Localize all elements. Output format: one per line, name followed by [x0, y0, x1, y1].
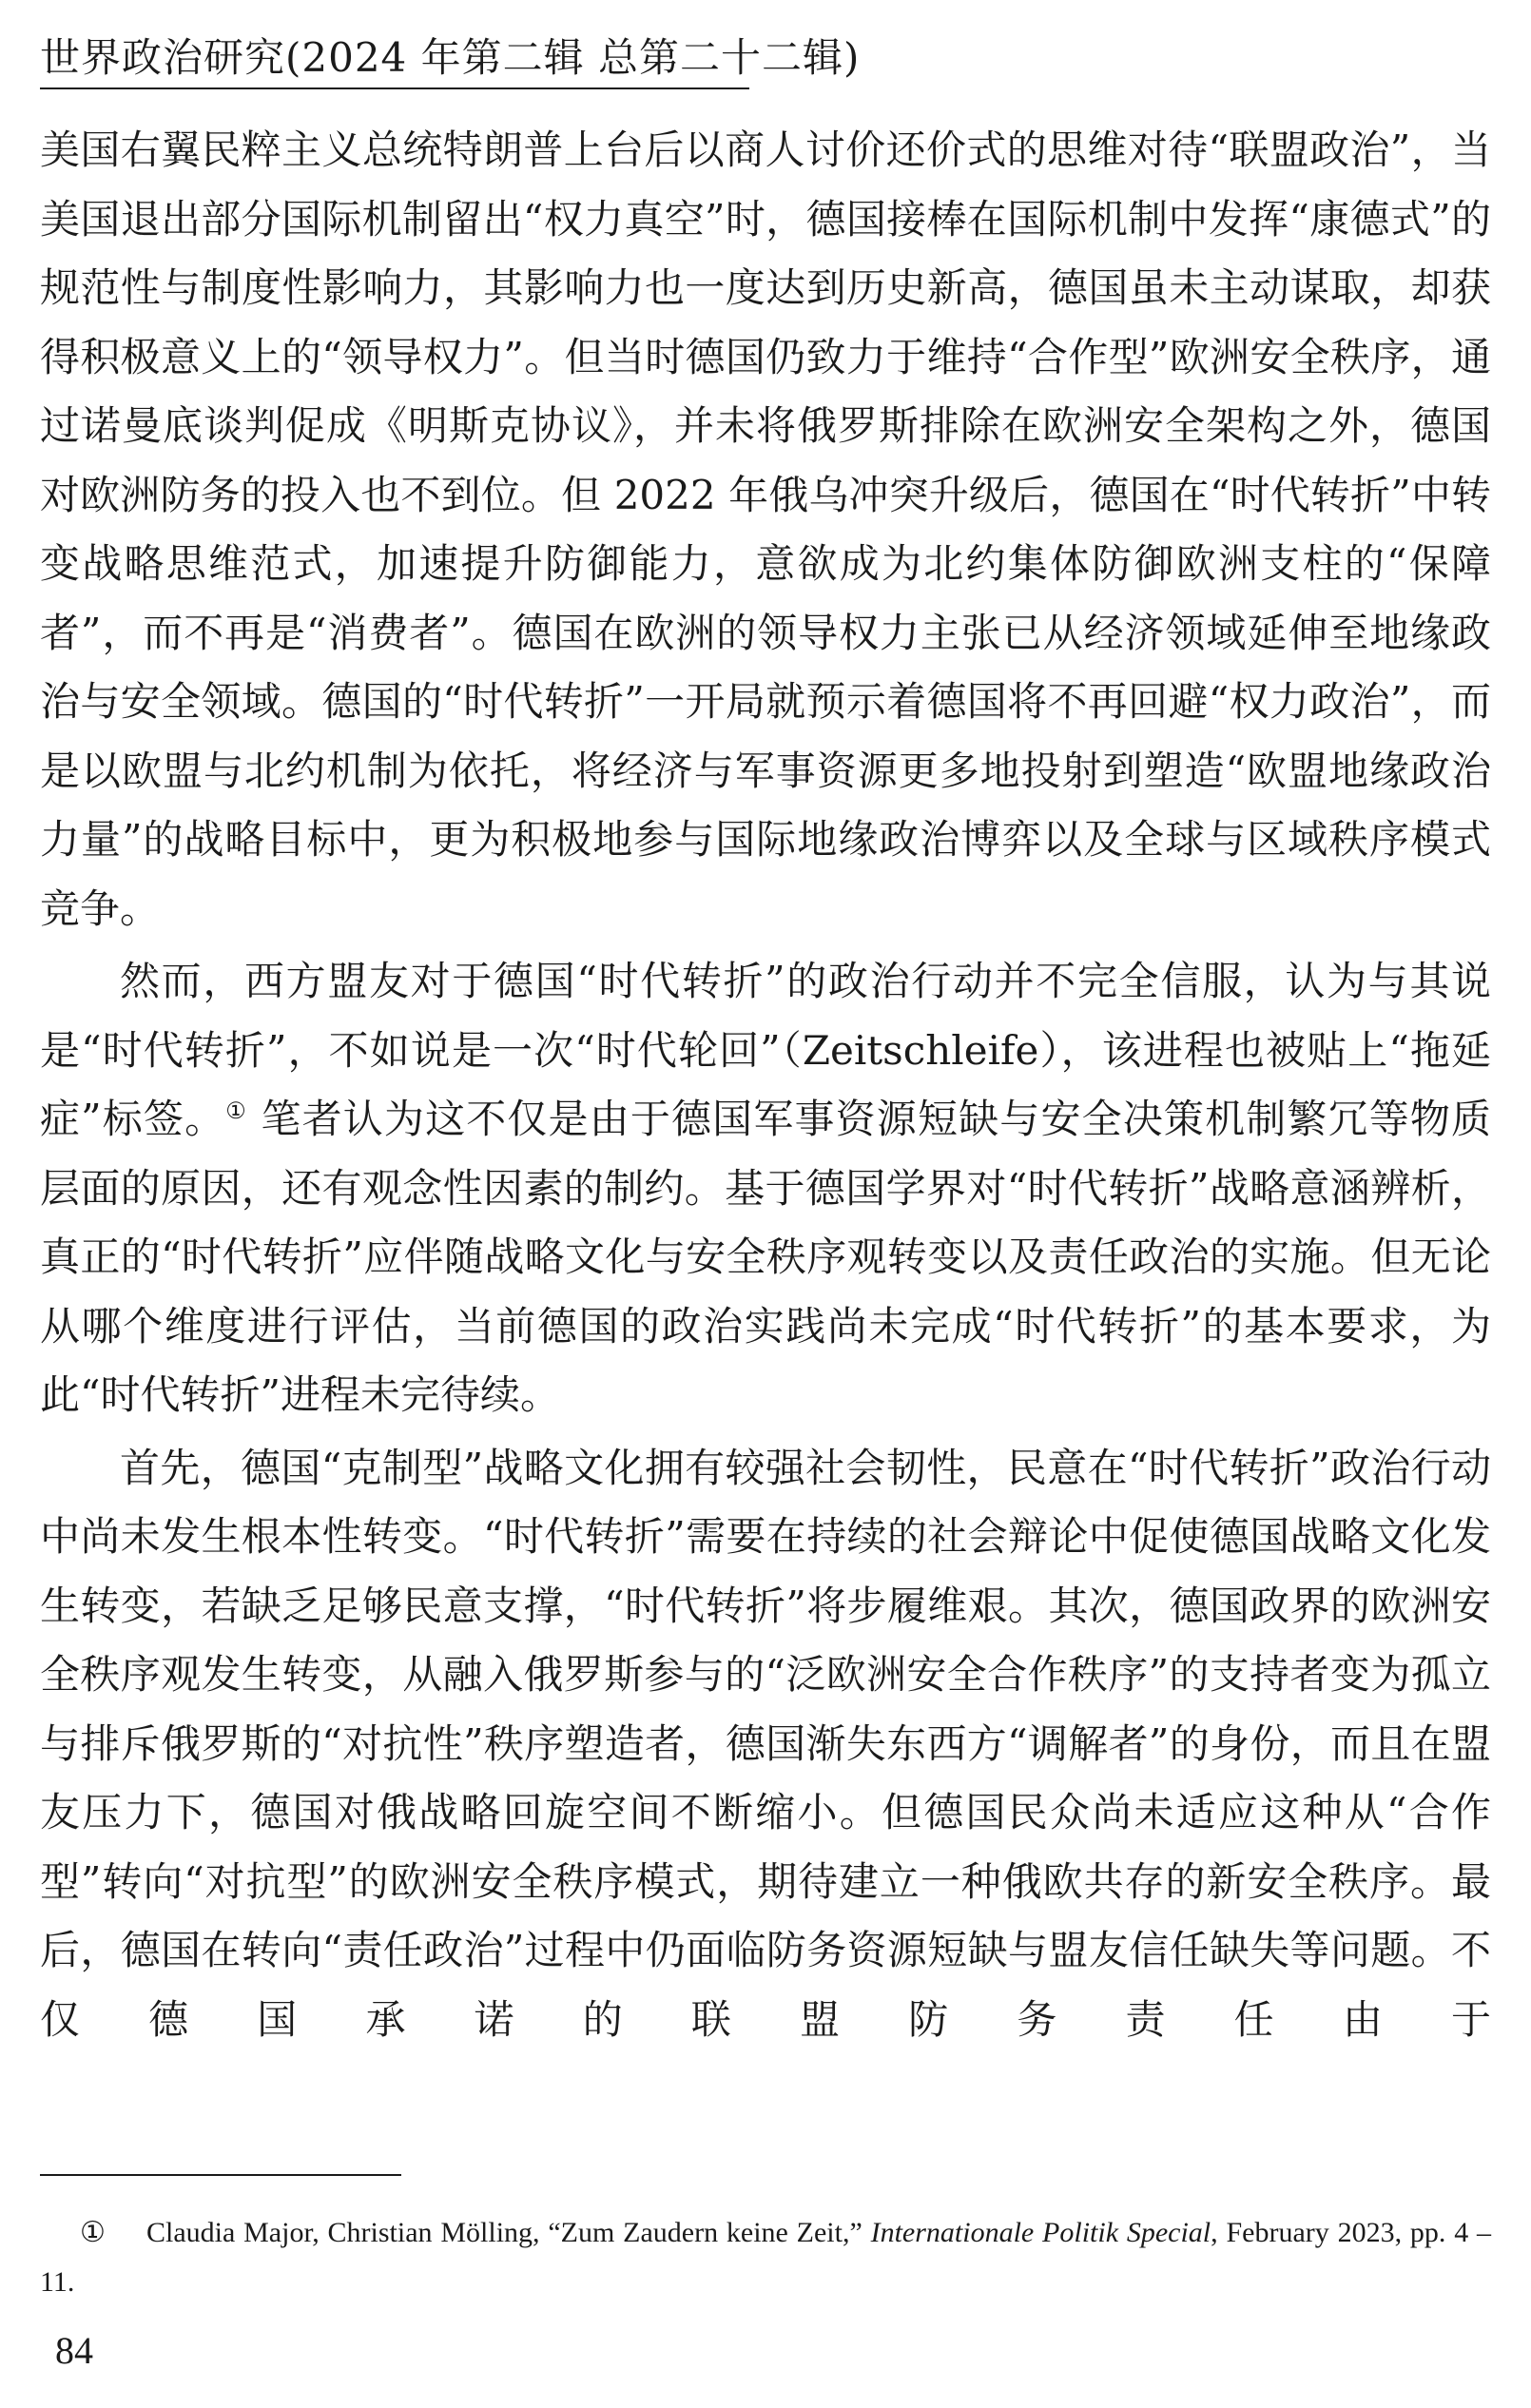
body-text — [40, 116, 1491, 2054]
footnote-authors: Claudia Major, Christian Mölling, “Zum Zaudern keine Zeit,” — [146, 2217, 871, 2248]
footnote-number: ① — [80, 2217, 106, 2248]
page-number: 84 — [55, 2329, 93, 2372]
footnote — [40, 2208, 1491, 2307]
footnote-details: , February 2023, pp. 4 – 11. — [40, 2217, 1492, 2298]
footnote-journal: Internationale Politik Special — [870, 2217, 1211, 2248]
header-rule — [40, 87, 749, 89]
paragraph-2 — [40, 947, 1491, 1430]
running-header: 世界政治研究(2024 年第二辑 总第二十二辑) — [40, 34, 861, 81]
paragraph-2-part-2: 笔者认为这不仅是由于德国军事资源短缺与安全决策机制繁冗等物质层面的原因，还有观念性因素的制约。基于德国学界对“时代转折”战略意涵辨析，真正的“时代转折”应伴随战略文化与安全秩序观转变以及责任政治的实施。但无论从哪个维度进行评估，当前德国的政治实践尚未完成“时代转折”的基本要求，为此“时代转折”进程未完待续。 — [40, 1096, 1492, 1418]
paragraph-2-part-1: 然而，西方盟友对于德国“时代转折”的政治行动并不完全信服，认为与其说是“时代转折”，不如说是一次“时代轮回”（Zeitschleife），该进程也被贴上“拖延症”标签。 — [40, 958, 1491, 1142]
paragraph-3: 首先，德国“克制型”战略文化拥有较强社会韧性，民意在“时代转折”政治行动中尚未发生根本性转变。“时代转折”需要在持续的社会辩论中促使德国战略文化发生转变，若缺乏足够民意支撑，“时代转折”将步履维艰。其次，德国政界的欧洲安全秩序观发生转变，从融入俄罗斯参与的“泛欧洲安全合作秩序”的支持者变为孤立与排斥俄罗斯的“对抗性”秩序塑造者，德国渐失东西方“调解者”的身份，而且在盟友压力下，德国对俄战略回旋空间不断缩小。但德国民众尚未适应这种从“合作型”转向“对抗型”的欧洲安全秩序模式，期待建立一种俄欧共存的新安全秩序。最后，德国在转向“责任政治”过程中仍面临防务资源短缺与盟友信任缺失等问题。不仅德国承诺的联盟防务责任由于 — [40, 1444, 1491, 2043]
paragraph-1: 美国右翼民粹主义总统特朗普上台后以商人讨价还价式的思维对待“联盟政治”，当美国退出部分国际机制留出“权力真空”时，德国接棒在国际机制中发挥“康德式”的规范性与制度性影响力，其影响力也一度达到历史新高，德国虽未主动谋取，却获得积极意义上的“领导权力”。但当时德国仍致力于维持“合作型”欧洲安全秩序，通过诺曼底谈判促成《明斯克协议》，并未将俄罗斯排除在欧洲安全架构之外，德国对欧洲防务的投入也不到位。但 2022 年俄乌冲突升级后，德国在“时代转折”中转变战略思维范式，加速提升防御能力，意欲成为北约集体防御欧洲支柱的“保障者”，而不再是“消费者”。德国在欧洲的领导权力主张已从经济领域延伸至地缘政治与安全领域。德国的“时代转折”一开局就预示着德国将不再回避“权力政治”，而是以欧盟与北约机制为依托，将经济与军事资源更多地投射到塑造“欧盟地缘政治力量”的战略目标中，更为积极地参与国际地缘政治博弈以及全球与区域秩序模式竞争。 — [40, 126, 1491, 932]
footnote-marker[interactable]: ① — [225, 1097, 247, 1124]
footnote-rule — [40, 2174, 401, 2176]
